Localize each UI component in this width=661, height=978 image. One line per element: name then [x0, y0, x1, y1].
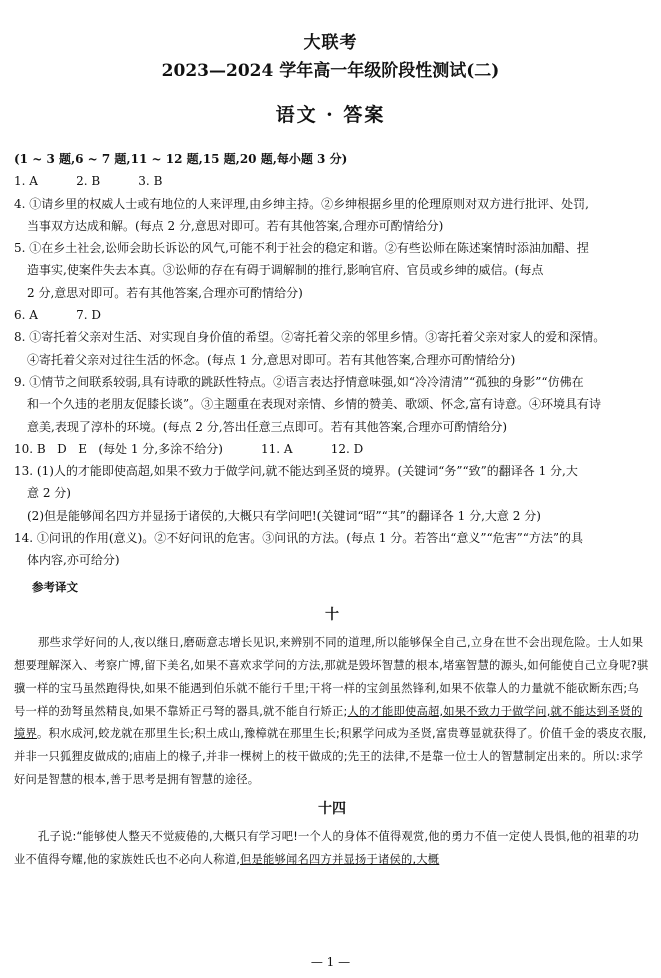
section-ten-heading: 十: [325, 606, 339, 623]
page-number: — 1 —: [310, 955, 351, 969]
translation-fourteen-part1: 孔子说:“能够使人整天不觉疲倦的,大概只有学习吧!一个人的身体不值得观赏,他的勇力不值一定使人畏惧,他的祖辈的功业不值得夸耀,他的家族姓氏也不必向人称道,: [14, 830, 640, 866]
translation-ten-part2: 。积水成河,蛟龙就在那里生长;积土成山,豫樟就在那里生长;积累学问成为圣贤,富贵尊显就获得了。价值千金的裘皮衣服,并非一只狐狸皮做成的;庙庙上的椽子,并非一棵树上的枝干做成的;先王的法律,不是靠一位士人的智慧制定出来的。所以:求学好问是智慧的根本,善于思考是拥有智慧的途径。: [14, 727, 647, 787]
translation-fourteen-underlined: 但是能够闻名四方并显扬于诸侯的,大概: [240, 852, 440, 866]
answer-5-line2: 造事实,使案件失去本真。③讼师的存在有碍于调解制的推行,影响官府、官员或乡绅的威信。(每点: [27, 263, 544, 278]
answer-14-line2: 体内容,亦可给分): [27, 553, 120, 568]
answer-9-line1: 9. ①情节之间联系较弱,具有诗歌的跳跃性特点。②语言表达抒情意味强,如“冷冷清清”“孤独的身影”“仿佛在: [14, 374, 584, 389]
translation-paragraph-fourteen: [14, 826, 650, 872]
answer-1-3: 1. A 2. B 3. B: [14, 174, 163, 189]
answer-4-line1: 4. ①请乡里的权威人士或有地位的人来评理,由乡绅主持。②乡绅根据乡里的伦理原则对双方进行批评、处罚,: [14, 196, 589, 211]
exam-title: 2023—2024 学年高一年级阶段性测试(二): [161, 61, 500, 81]
answer-9-line2: 和一个久违的老朋友促膝长谈”。③主题重在表现对亲情、乡情的赞美、歌颂、怀念,富有诗意。④环境具有诗: [27, 397, 601, 412]
answer-8-line1: 8. ①寄托着父亲对生活、对实现自身价值的希望。②寄托着父亲的邻里乡情。③寄托着父亲对家人的爱和深情。: [14, 330, 606, 345]
answer-13-line3: (2)但是能够闻名四方并显扬于诸侯的,大概只有学问吧!(关键词“昭”“其”的翻译各 1 分,大意 2 分): [27, 508, 541, 523]
subject-title: 语文 · 答案: [275, 104, 386, 126]
answer-6-7: 6. A 7. D: [14, 308, 101, 323]
answer-8-line2: ④寄托着父亲对过往生活的怀念。(每点 1 分,意思对即可。若有其他答案,合理亦可酌情给分): [27, 352, 516, 367]
answer-13-line1: 13. (1)人的才能即使高超,如果不致力于做学问,就不能达到圣贤的境界。(关键词“务”“致”的翻译各 1 分,大: [14, 464, 578, 479]
scoring-note: (1 ~ 3 题,6 ~ 7 题,11 ~ 12 题,15 题,20 题,每小题 3 分): [14, 152, 348, 166]
translation-ten-underlined: 人的才能即使高超,如果不致力于做学问,就不能达到圣贤的境界: [14, 704, 643, 741]
answer-9-line3: 意美,表现了淳朴的环境。(每点 2 分,答出任意三点即可。若有其他答案,合理亦可酌情给分): [27, 419, 508, 434]
section-fourteen-heading: 十四: [318, 800, 346, 817]
translation-paragraph-ten: [14, 632, 650, 792]
answer-10-12: 10. B D E (每处 1 分,多涂不给分) 11. A 12. D: [14, 441, 364, 456]
translation-ten-part1: 那些求学好问的人,夜以继日,磨砺意志增长见识,来辨别不同的道理,所以能够保全自己,立身在世不会出现危险。士人如果想要理解深入、考察广博,留下美名,如果不喜欢求学问的方法,那就是毁坏智慧的根本,堵塞智慧的源头,如何能使自己立身呢?骐骥一样的宝马虽然跑得快,如果不能遇到伯乐就不能行千里;干将一样的宝剑虽然锋利,如果不依靠人的力量就不能砍断东西;乌号一样的劲弩虽然精良,如果不靠矫正弓弩的器具,就不能自行矫正;: [14, 636, 649, 718]
answer-5-line1: 5. ①在乡土社会,讼师会助长诉讼的风气,可能不利于社会的稳定和谐。②有些讼师在陈述案情时添油加醋、捏: [14, 241, 589, 256]
exam-org-title: 大联考: [303, 33, 358, 53]
answers-body: [14, 148, 650, 872]
reference-translation-title: 参考译文: [32, 579, 78, 594]
answer-13-line2: 意 2 分): [27, 486, 71, 501]
answer-14-line1: 14. ①问讯的作用(意义)。②不好问讯的危害。③问讯的方法。(每点 1 分。若答出“意义”“危害”“方法”的具: [14, 531, 584, 546]
answer-4-line2: 当事双方达成和解。(每点 2 分,意思对即可。若有其他答案,合理亦可酌情给分): [27, 218, 444, 233]
answer-5-line3: 2 分,意思对即可。若有其他答案,合理亦可酌情给分): [27, 285, 303, 300]
